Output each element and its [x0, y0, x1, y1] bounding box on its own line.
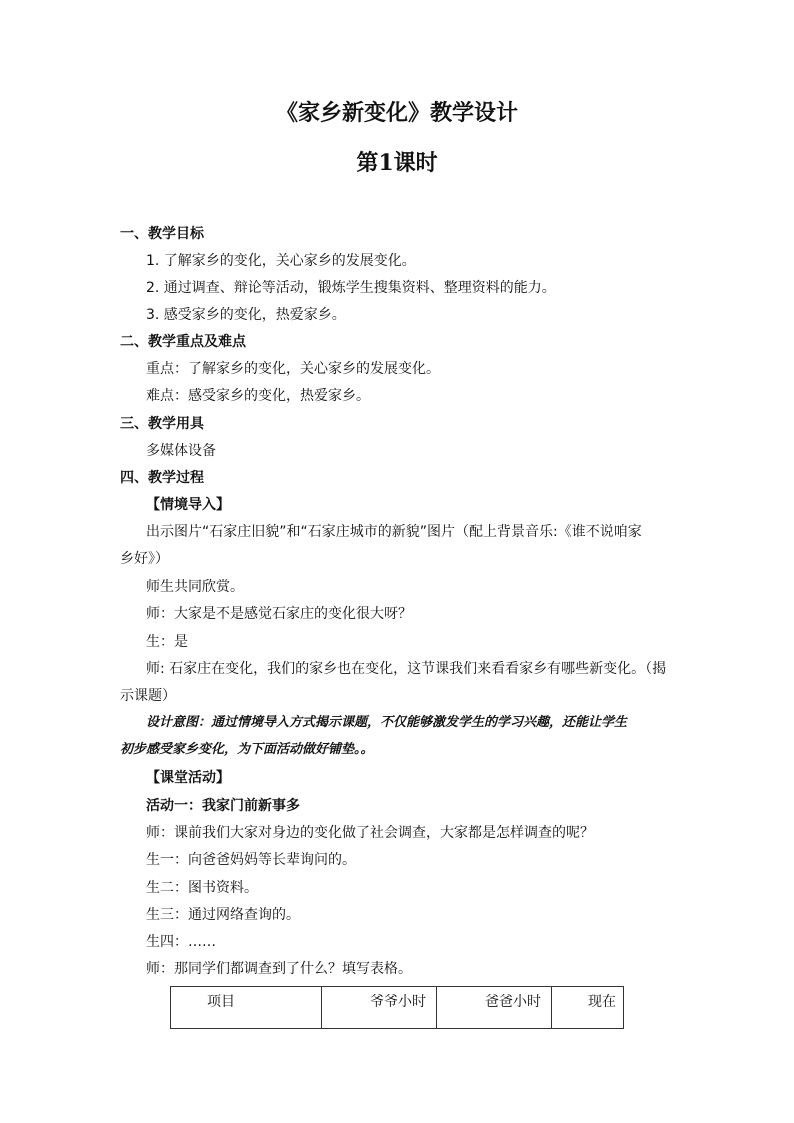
intro-paragraph-4: 生：是 [146, 634, 188, 650]
tools-item: 多媒体设备 [146, 443, 216, 459]
keypoint-difficulty: 难点：感受家乡的变化，热爱家乡。 [146, 388, 370, 404]
intro-paragraph-line-2: 乡好》） [120, 551, 169, 567]
objective-item-3: 3. 感受家乡的变化，热爱家乡。 [146, 307, 346, 323]
heading-tools: 三、教学用具 [120, 416, 204, 432]
heading-process: 四、教学过程 [120, 470, 204, 486]
activity-1-line-5: 生四：…… [146, 934, 216, 950]
table-header-row [171, 987, 624, 1029]
table-header-cell: 爸爸小时 [437, 987, 552, 1029]
activity-1-line-4: 生三：通过网络查询的。 [146, 907, 300, 923]
heading-activities: 【课堂活动】 [146, 770, 230, 786]
activity-1-line-1: 师：课前我们大家对身边的变化做了社会调查，大家都是怎样调查的呢？ [146, 825, 594, 841]
intro-paragraph-line-1: 出示图片“石家庄旧貌”和“石家庄城市的新貌”图片（配上背景音乐:《谁不说咱家 [146, 524, 642, 540]
heading-keypoints: 二、教学重点及难点 [120, 334, 246, 350]
intro-paragraph-2: 师生共同欣赏。 [146, 579, 244, 595]
design-intent-line-1: 设计意图：通过情境导入方式揭示课题，不仅能够激发学生的学习兴趣，还能让学生 [146, 715, 628, 730]
activity-1-line-6: 师：那同学们都调查到了什么？填写表格。 [146, 961, 412, 977]
activity-1-title: 活动一：我家门前新事多 [146, 798, 300, 814]
keypoint-focus: 重点：了解家乡的变化，关心家乡的发展变化。 [146, 361, 440, 377]
table-header-cell: 现在 [552, 987, 624, 1029]
intro-paragraph-3: 师：大家是不是感觉石家庄的变化很大呀？ [146, 606, 412, 622]
activity-1-line-2: 生一：向爸爸妈妈等长辈询问的。 [146, 852, 356, 868]
design-intent-line-2: 初步感受家乡变化，为下面活动做好铺垫。。 [120, 742, 374, 757]
intro-paragraph-5-line-2: 示课题） [120, 688, 176, 704]
heading-objectives: 一、教学目标 [120, 226, 204, 242]
lesson-subtitle: 第1课时 [356, 150, 438, 176]
activity-1-line-3: 生二：图书资料。 [146, 880, 258, 896]
document-title: 《家乡新变化》教学设计 [275, 100, 518, 126]
intro-paragraph-5-line-1: 师: 石家庄在变化，我们的家乡也在变化，这节课我们来看看家乡有哪些新变化。（揭 [146, 661, 667, 677]
survey-table [170, 986, 624, 1029]
table-header-cell: 项目 [171, 987, 322, 1029]
objective-item-1: 1. 了解家乡的变化，关心家乡的发展变化。 [146, 253, 416, 269]
heading-intro: 【情境导入】 [146, 497, 230, 513]
objective-item-2: 2. 通过调查、辩论等活动，锻炼学生搜集资料、整理资料的能力。 [146, 280, 556, 296]
table-header-cell: 爷爷小时 [322, 987, 437, 1029]
